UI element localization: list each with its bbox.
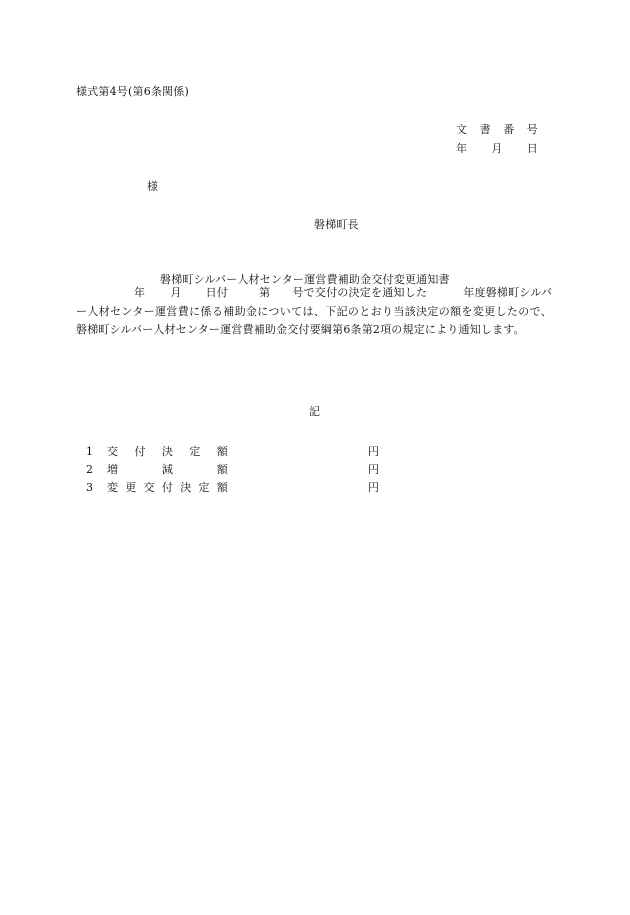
item-label-char: 額 (216, 463, 228, 476)
body-text: ルバー人材センター運営費に係る補助金については、下記のとおり当該決定の額を変更したので、磐梯町シルバー人材センター運営費補助金交付要綱第6条第2項の規定により通知します。 (76, 286, 553, 336)
item-label-char: 交 (143, 481, 155, 494)
item-label-char: 額 (216, 445, 228, 458)
ki-heading: 記 (309, 405, 321, 418)
doc-number-char: 文 (456, 123, 468, 136)
item-label-char: 付 (161, 481, 174, 494)
doc-number-char: 号 (526, 123, 538, 136)
item-label-char: 交 (107, 445, 119, 458)
item-label-char: 額 (216, 481, 228, 494)
item-label-char: 減 (161, 463, 174, 476)
body-paragraph (76, 284, 552, 340)
date-line (456, 143, 538, 154)
item-label-char: 定 (189, 445, 201, 458)
item-unit: 円 (368, 481, 380, 494)
form-reference: 様式第4号(第6条関係) (76, 85, 189, 98)
item-label-char: 定 (198, 481, 210, 494)
sender: 磐梯町長 (314, 218, 359, 231)
item-unit: 円 (368, 463, 380, 476)
document-number-line (456, 124, 538, 135)
item-label-char: 変 (107, 481, 119, 494)
doc-number-char: 番 (503, 123, 515, 136)
item-label-char: 決 (180, 481, 192, 494)
body-date-suffix: 日付 (205, 286, 229, 299)
item-label-char: 付 (134, 445, 146, 458)
body-text: 号で交付の決定を通知した (292, 286, 428, 299)
date-month: 月 (491, 142, 503, 155)
item-label-char: 増 (107, 463, 119, 476)
item-label (107, 482, 228, 494)
list-item (86, 446, 386, 458)
item-label-char: 決 (161, 445, 174, 458)
item-label (107, 464, 228, 476)
document-title: 磐梯町シルバー人材センター運営費補助金交付変更通知書 (160, 273, 450, 286)
body-number-prefix: 第 (259, 286, 271, 299)
doc-number-char: 書 (479, 123, 491, 136)
addressee-suffix: 様 (147, 180, 159, 193)
item-number: 3 (86, 481, 94, 494)
date-day: 日 (526, 142, 538, 155)
body-month: 月 (170, 286, 182, 299)
item-unit: 円 (368, 445, 380, 458)
item-label-char: 更 (125, 481, 137, 494)
body-text: 年度磐梯町シ (463, 286, 531, 299)
item-label (107, 446, 228, 458)
item-number: 1 (86, 445, 94, 458)
item-number: 2 (86, 463, 94, 476)
body-year: 年 (134, 286, 146, 299)
list-item (86, 482, 386, 494)
date-year: 年 (456, 142, 468, 155)
list-item (86, 464, 386, 476)
